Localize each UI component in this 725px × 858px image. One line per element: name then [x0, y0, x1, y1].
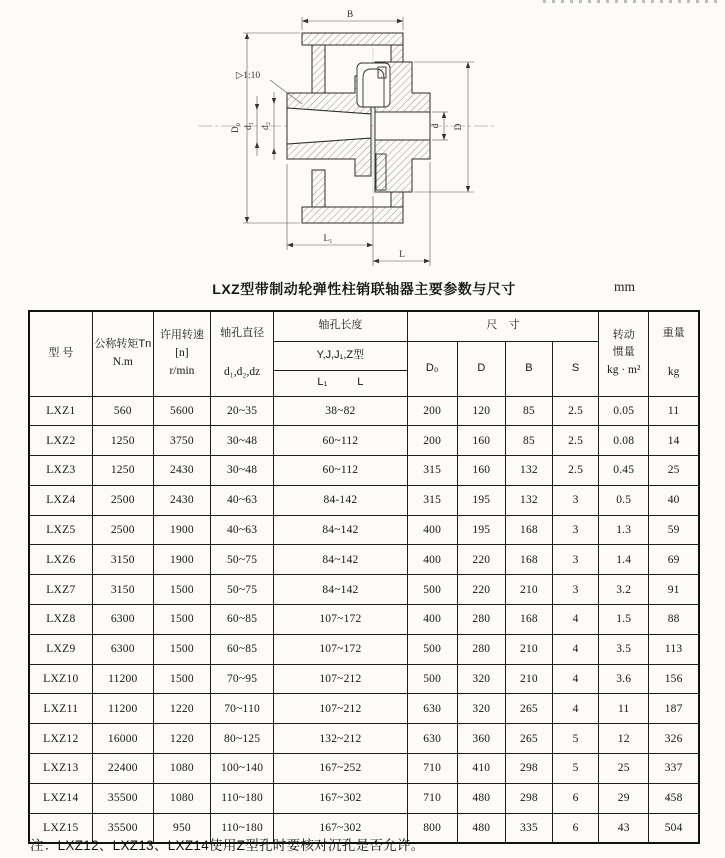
table-row: [29, 426, 699, 456]
table-cell: 3: [553, 485, 599, 515]
table-cell: 107~212: [274, 694, 407, 724]
table-cell: 320: [457, 694, 505, 724]
table-cell: 400: [407, 605, 457, 635]
table-row: [29, 754, 699, 784]
table-cell: 2500: [92, 485, 153, 515]
table-row: [29, 634, 699, 664]
cell-model: LXZ6: [29, 545, 92, 575]
table-row: [29, 724, 699, 754]
table-cell: 38~82: [274, 396, 407, 426]
table-cell: 5600: [153, 396, 210, 426]
table-cell: 315: [407, 485, 457, 515]
table-cell: 480: [457, 783, 505, 813]
table-cell: 1250: [92, 426, 153, 456]
table-cell: 40~63: [211, 515, 274, 545]
table-cell: 320: [457, 664, 505, 694]
table-cell: 3.5: [599, 634, 649, 664]
table-cell: 107~172: [274, 634, 407, 664]
header-inertia-line3: kg · m²: [606, 364, 641, 377]
table-cell: 60~85: [211, 605, 274, 635]
table-cell: 100~140: [211, 754, 274, 784]
table-cell: 88: [649, 605, 699, 635]
cell-model: LXZ2: [29, 426, 92, 456]
cell-model: LXZ3: [29, 456, 92, 486]
table-row: [29, 456, 699, 486]
table-cell: 187: [649, 694, 699, 724]
table-row: [29, 545, 699, 575]
table-row: [29, 605, 699, 635]
header-weight-line1: 重量: [662, 327, 685, 340]
table-cell: 5: [553, 754, 599, 784]
table-cell: 30~48: [211, 456, 274, 486]
header-inertia: [599, 311, 649, 396]
header-bore-dia-line1: 轴孔直径: [220, 327, 265, 340]
table-cell: 22400: [92, 754, 153, 784]
table-cell: 59: [649, 515, 699, 545]
cell-model: LXZ10: [29, 664, 92, 694]
header-torque: [92, 311, 153, 396]
table-cell: 168: [505, 515, 552, 545]
table-cell: 91: [649, 575, 699, 605]
table-cell: 40: [649, 485, 699, 515]
table-cell: 1080: [153, 783, 210, 813]
table-cell: 132~212: [274, 724, 407, 754]
table-cell: 30~48: [211, 426, 274, 456]
table-cell: 168: [505, 605, 552, 635]
table-cell: 410: [457, 754, 505, 784]
table-cell: 11: [599, 694, 649, 724]
table-cell: 1500: [153, 605, 210, 635]
pin-lower-section: [376, 154, 386, 190]
table-row: [29, 694, 699, 724]
cell-model: LXZ8: [29, 605, 92, 635]
table-cell: 4: [553, 605, 599, 635]
clipped-text-fragment: [543, 0, 723, 3]
dim-label-D0: D₀: [231, 122, 241, 134]
table-cell: 84-142: [274, 485, 407, 515]
table-body: [29, 396, 699, 843]
table-cell: 1.5: [599, 605, 649, 635]
elastic-pin: [357, 63, 390, 107]
table-cell: 2.5: [553, 456, 599, 486]
table-cell: 1900: [153, 545, 210, 575]
table-cell: 69: [649, 545, 699, 575]
header-bore-length: 轴孔长度: [274, 311, 407, 341]
table-cell: 167~302: [274, 813, 407, 843]
cell-model: LXZ7: [29, 575, 92, 605]
table-cell: 210: [505, 664, 552, 694]
table-cell: 113: [649, 634, 699, 664]
table-cell: 630: [407, 694, 457, 724]
table-cell: 11200: [92, 694, 153, 724]
table-cell: 84~142: [274, 575, 407, 605]
table-cell: 195: [457, 485, 505, 515]
header-bore-dia-line2: d₁,d₂,dz: [224, 366, 261, 379]
table-cell: 326: [649, 724, 699, 754]
table-cell: 1080: [153, 754, 210, 784]
table-cell: 167~302: [274, 783, 407, 813]
table-cell: 800: [407, 813, 457, 843]
table-cell: 40~63: [211, 485, 274, 515]
table-cell: 315: [407, 456, 457, 486]
cell-model: LXZ13: [29, 754, 92, 784]
table-cell: 710: [407, 754, 457, 784]
table-cell: 70~110: [211, 694, 274, 724]
table-cell: 3.6: [599, 664, 649, 694]
table-cell: 3: [553, 545, 599, 575]
cell-model: LXZ11: [29, 694, 92, 724]
header-col-D: D: [457, 341, 505, 396]
table-cell: 630: [407, 724, 457, 754]
table-cell: 25: [649, 456, 699, 486]
table-cell: 298: [505, 783, 552, 813]
table-cell: 950: [153, 813, 210, 843]
table-cell: 0.45: [599, 456, 649, 486]
header-dimensions: 尺 寸: [407, 311, 599, 341]
header-bore-diameter: [211, 311, 274, 396]
table-cell: 14: [649, 426, 699, 456]
table-cell: 3150: [92, 575, 153, 605]
table-cell: 480: [457, 813, 505, 843]
coupling-section-drawing: [150, 4, 530, 270]
header-col-D0: D₀: [407, 341, 457, 396]
header-speed-line2: [n]: [175, 347, 189, 360]
table-cell: 50~75: [211, 575, 274, 605]
table-row: [29, 575, 699, 605]
dim-label-D: D: [454, 123, 464, 131]
header-torque-line2: N.m: [112, 355, 133, 368]
header-torque-line1: 公称转矩Tn: [94, 337, 152, 350]
table-cell: 120: [457, 396, 505, 426]
table-cell: 20~35: [211, 396, 274, 426]
table-cell: 504: [649, 813, 699, 843]
table-cell: 156: [649, 664, 699, 694]
dim-label-B: B: [346, 10, 354, 20]
table-cell: 50~75: [211, 545, 274, 575]
table-cell: 3: [553, 575, 599, 605]
table-cell: 3.2: [599, 575, 649, 605]
table-cell: 167~252: [274, 754, 407, 784]
table-cell: 400: [407, 545, 457, 575]
table-cell: 11200: [92, 664, 153, 694]
title-row: [28, 279, 700, 301]
dim-label-L: L: [399, 250, 405, 260]
table-cell: 1250: [92, 456, 153, 486]
table-cell: 500: [407, 634, 457, 664]
cell-model: LXZ1: [29, 396, 92, 426]
table-cell: 60~112: [274, 456, 407, 486]
table-cell: 280: [457, 634, 505, 664]
table-cell: 160: [457, 426, 505, 456]
table-cell: 35500: [92, 813, 153, 843]
table-row: [29, 485, 699, 515]
table-cell: 500: [407, 664, 457, 694]
table-cell: 4: [553, 694, 599, 724]
table-cell: 3750: [153, 426, 210, 456]
table-cell: 132: [505, 456, 552, 486]
header-inertia-line2: 惯量: [612, 346, 635, 359]
table-cell: 0.5: [599, 485, 649, 515]
table-cell: 3: [553, 515, 599, 545]
dim-label-d2: d₂: [261, 121, 271, 131]
table-cell: 29: [599, 783, 649, 813]
table-cell: 210: [505, 634, 552, 664]
table-cell: 3150: [92, 545, 153, 575]
table-cell: 220: [457, 575, 505, 605]
table-cell: 560: [92, 396, 153, 426]
table-cell: 70~95: [211, 664, 274, 694]
page-title: LXZ型带制动轮弹性柱销联轴器主要参数与尺寸: [212, 281, 516, 297]
table-cell: 1500: [153, 634, 210, 664]
table-cell: 280: [457, 605, 505, 635]
cell-model: LXZ5: [29, 515, 92, 545]
table-row: [29, 396, 699, 426]
table-cell: 6300: [92, 605, 153, 635]
table-cell: 60~85: [211, 634, 274, 664]
table-cell: 60~112: [274, 426, 407, 456]
header-speed-line1: 许用转速: [159, 329, 204, 342]
dim-label-d1: d₁: [244, 121, 254, 131]
table-cell: 335: [505, 813, 552, 843]
header-col-B: B: [505, 341, 552, 396]
table-cell: 84~142: [274, 515, 407, 545]
dim-label-d: d: [431, 123, 441, 129]
table-cell: 168: [505, 545, 552, 575]
table-cell: 11: [649, 396, 699, 426]
table-cell: 400: [407, 515, 457, 545]
table-cell: 5: [553, 724, 599, 754]
table-cell: 110~180: [211, 783, 274, 813]
table-cell: 4: [553, 634, 599, 664]
table-cell: 200: [407, 396, 457, 426]
header-bore-length-types: Y,J,J₁,Z型: [274, 341, 407, 370]
table-row: [29, 783, 699, 813]
cell-model: LXZ4: [29, 485, 92, 515]
table-cell: 107~212: [274, 664, 407, 694]
footnote: 注：LXZ12、LXZ13、LXZ14使用Z型孔时要核对沉孔是否允许。: [30, 838, 425, 853]
table-cell: 43: [599, 813, 649, 843]
header-inertia-line1: 转动: [612, 329, 635, 342]
table-cell: 25: [599, 754, 649, 784]
header-speed: [153, 311, 210, 396]
table-cell: 2.5: [553, 426, 599, 456]
table-cell: 110~180: [211, 813, 274, 843]
table-cell: 1220: [153, 694, 210, 724]
table-cell: 1500: [153, 575, 210, 605]
table-cell: 85: [505, 396, 552, 426]
header-speed-line3: r/min: [169, 364, 195, 377]
cell-model: LXZ9: [29, 634, 92, 664]
table-cell: 265: [505, 724, 552, 754]
table-cell: 458: [649, 783, 699, 813]
cell-model: LXZ14: [29, 783, 92, 813]
table-cell: 265: [505, 694, 552, 724]
table-cell: 220: [457, 545, 505, 575]
header-L1-L: [274, 370, 407, 396]
table-header: [29, 311, 699, 396]
header-model: 型 号: [29, 311, 92, 396]
header-weight-line2: kg: [667, 366, 680, 379]
parameters-table: [28, 310, 700, 844]
table-cell: 500: [407, 575, 457, 605]
header-L1: L₁: [317, 376, 328, 389]
table-cell: 80~125: [211, 724, 274, 754]
cell-model: LXZ12: [29, 724, 92, 754]
table-cell: 1900: [153, 515, 210, 545]
cell-model: LXZ15: [29, 813, 92, 843]
table-cell: 35500: [92, 783, 153, 813]
table-cell: 360: [457, 724, 505, 754]
table-cell: 16000: [92, 724, 153, 754]
dim-label-L1: L₁: [323, 234, 333, 244]
header-col-S: S: [553, 341, 599, 396]
table-cell: 12: [599, 724, 649, 754]
table-cell: 84~142: [274, 545, 407, 575]
table-cell: 2430: [153, 456, 210, 486]
table-cell: 1.3: [599, 515, 649, 545]
table-cell: 710: [407, 783, 457, 813]
taper-note: ▷1:10: [235, 71, 261, 81]
table-cell: 210: [505, 575, 552, 605]
table-cell: 85: [505, 426, 552, 456]
table-row: [29, 515, 699, 545]
table-cell: 337: [649, 754, 699, 784]
unit-label: mm: [614, 279, 636, 294]
table-cell: 160: [457, 456, 505, 486]
table-cell: 0.05: [599, 396, 649, 426]
table-cell: 1500: [153, 664, 210, 694]
table-cell: 6: [553, 813, 599, 843]
table-cell: 200: [407, 426, 457, 456]
table-cell: 1220: [153, 724, 210, 754]
header-weight: [649, 311, 699, 396]
table-cell: 0.08: [599, 426, 649, 456]
table-cell: 6300: [92, 634, 153, 664]
table-cell: 107~172: [274, 605, 407, 635]
header-L: L: [357, 376, 364, 389]
table-cell: 132: [505, 485, 552, 515]
table-cell: 2.5: [553, 396, 599, 426]
table-cell: 2500: [92, 515, 153, 545]
table-cell: 195: [457, 515, 505, 545]
table-cell: 1.4: [599, 545, 649, 575]
table-cell: 2430: [153, 485, 210, 515]
table-cell: 6: [553, 783, 599, 813]
table-cell: 4: [553, 664, 599, 694]
table-cell: 298: [505, 754, 552, 784]
table-row: [29, 664, 699, 694]
